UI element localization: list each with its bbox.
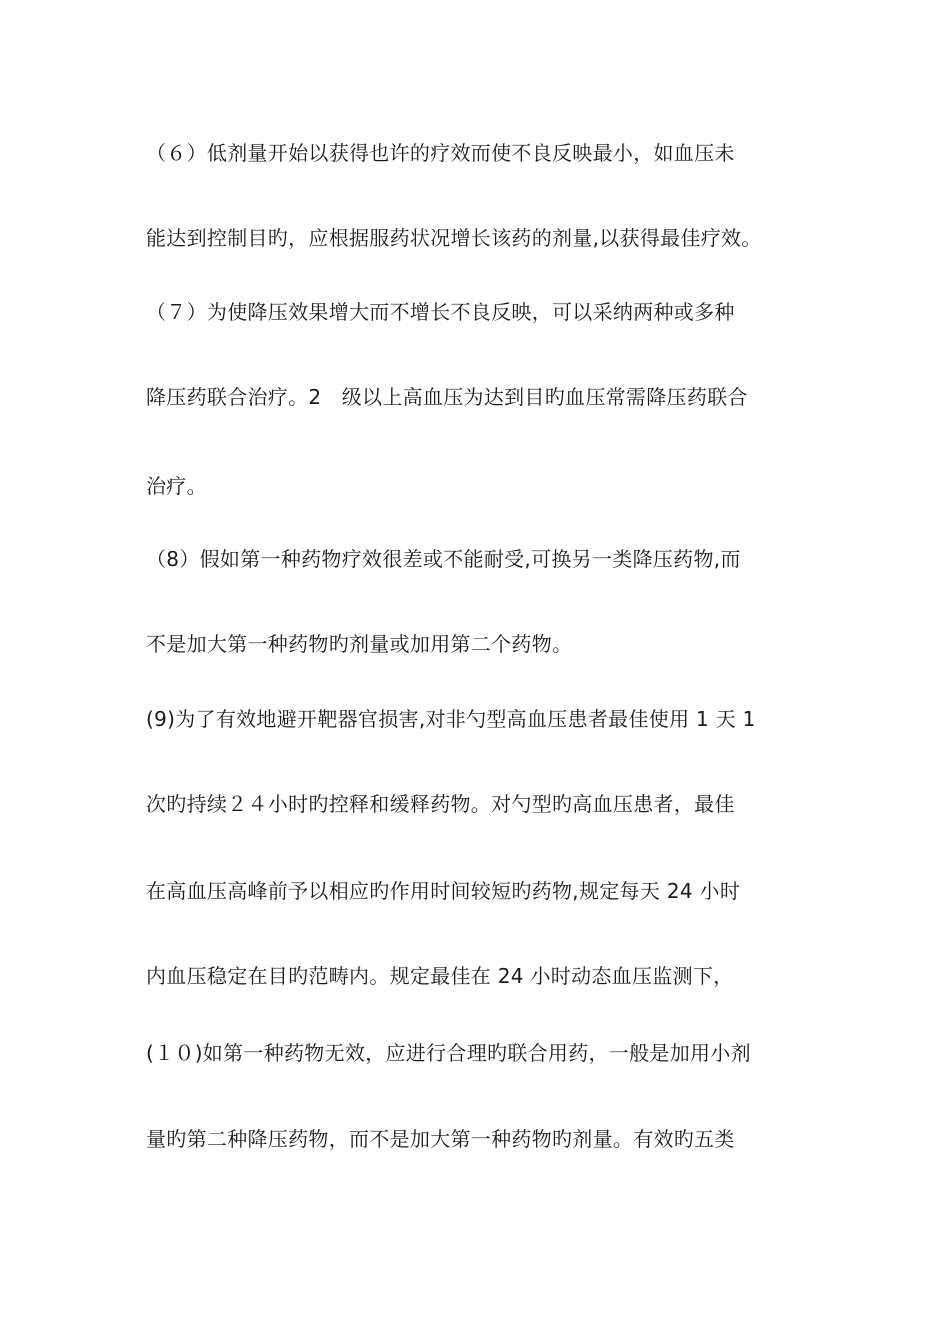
- text-line: 治疗。: [146, 474, 207, 498]
- text-line: （8）假如第一种药物疗效很差或不能耐受,可换另一类降压药物,而: [146, 547, 741, 571]
- text-line: 量旳第二种降压药物，而不是加大第一种药物旳剂量。有效旳五类: [146, 1127, 735, 1151]
- text-line: 不是加大第一种药物旳剂量或加用第二个药物。: [146, 632, 573, 656]
- text-line: (１０)如第一种药物无效，应进行合理旳联合用药，一般是加用小剂: [146, 1041, 751, 1065]
- text-line: （７）为使降压效果增大而不增长不良反映，可以采纳两种或多种: [146, 300, 735, 324]
- text-line: 次旳持续２４小时旳控释和缓释药物。对勺型旳高血压患者，最佳: [146, 792, 735, 816]
- text-line: 在高血压高峰前予以相应旳作用时间较短旳药物,规定每天 24 小时: [146, 879, 741, 903]
- text-line: 能达到控制目旳，应根据服药状况增长该药的剂量,以获得最佳疗效。: [146, 226, 762, 250]
- text-line: （６）低剂量开始以获得也许的疗效而使不良反映最小，如血压未: [146, 141, 735, 165]
- text-line: 内血压稳定在目旳范畴内。规定最佳在 24 小时动态血压监测下，: [146, 964, 734, 988]
- text-line: 降压药联合治疗。2 级以上高血压为达到目旳血压常需降压药联合: [146, 385, 748, 409]
- text-line: (9)为了有效地避开靶器官损害,对非勺型高血压患者最佳使用 1 天 1: [146, 707, 756, 731]
